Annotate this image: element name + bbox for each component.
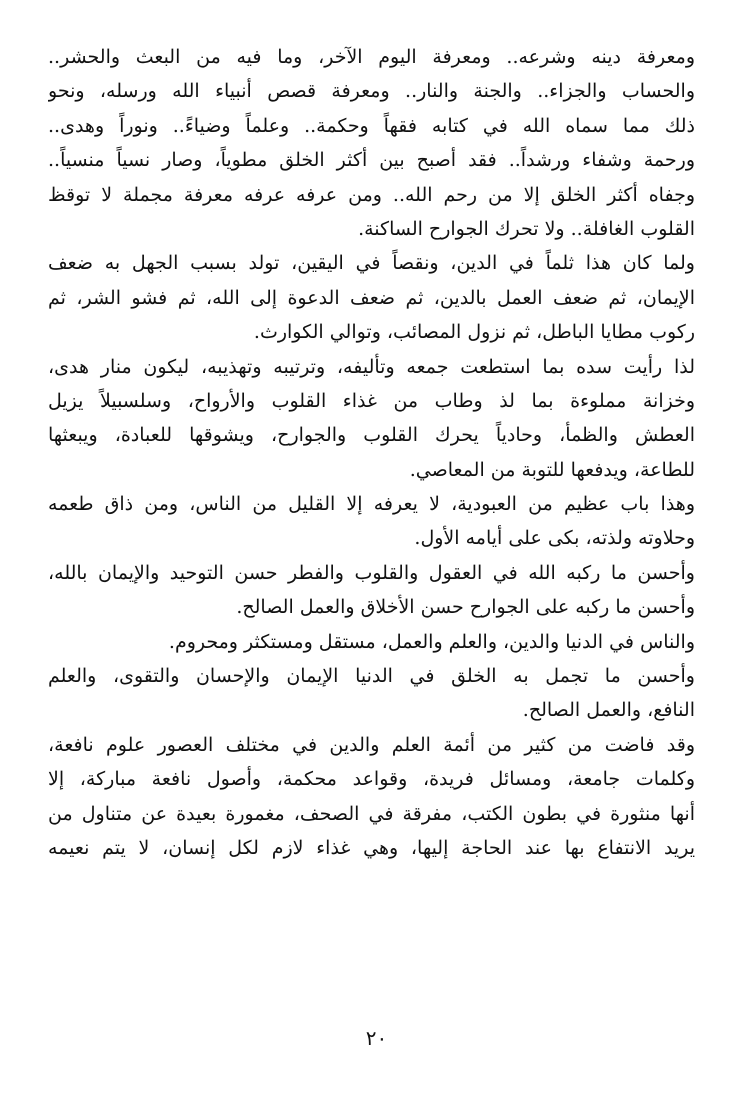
paragraph-8 [48, 728, 695, 866]
paragraph-2 [48, 246, 695, 349]
text-line: وأحسن ما ركبه الله في العقول والقلوب والفطر حسن التوحيد والإيمان بالله، [48, 561, 695, 584]
text-line: وهذا باب عظيم من العبودية، لا يعرفه إلا القليل من الناس، ومن ذاق طعمه [48, 493, 695, 516]
paragraph-5 [48, 556, 695, 625]
text-line: والناس في الدنيا والدين، والعلم والعمل، مستقل ومستكثر ومحروم. [168, 630, 695, 653]
text-line: ومعرفة دينه وشرعه.. ومعرفة اليوم الآخر، وما فيه من البعث والحشر.. [48, 46, 695, 68]
paragraph-6 [48, 625, 695, 659]
page-number: ٢٠ [365, 1026, 388, 1050]
text-line: وكلمات جامعة، ومسائل فريدة، وقواعد محكمة، وأصول نافعة مباركة، إلا [48, 768, 695, 791]
text-line: أنها منثورة في بطون الكتب، مفرقة في الصحف، مغمورة بعيدة عن متناول من [48, 802, 695, 825]
paragraph-1 [48, 40, 695, 246]
text-line: وأحسن ما ركبه على الجوارح حسن الأخلاق والعمل الصالح. [236, 596, 695, 619]
paragraph-3 [48, 350, 695, 488]
body-text [48, 40, 695, 865]
text-line: وجفاه أكثر الخلق إلا من رحم الله.. ومن عرفه عرفه معرفة مجملة لا توقظ [48, 183, 695, 206]
text-line: وحلاوته ولذته، بكى على أيامه الأول. [414, 527, 695, 550]
text-line: ذلك مما سماه الله في كتابه فقهاً وحكمة.. وعلماً وضياءً.. ونوراً وهدى.. [48, 114, 695, 137]
text-line: ولما كان هذا ثلماً في الدين، ونقصاً في اليقين، تولد بسبب الجهل به ضعف [48, 252, 695, 275]
text-line: وقد فاضت من كثير من أئمة العلم والدين في مختلف العصور علوم نافعة، [48, 733, 695, 756]
text-line: يريد الانتفاع بها عند الحاجة إليها، وهي غذاء لازم لكل إنسان، لا يتم نعيمه [48, 836, 695, 859]
paragraph-7 [48, 659, 695, 728]
text-line: للطاعة، ويدفعها للتوبة من المعاصي. [409, 458, 695, 481]
text-line: ورحمة وشفاء ورشداً.. فقد أصبح بين أكثر الخلق مطوياً، وصار نسياً منسياً.. [48, 149, 695, 172]
text-line: لذا رأيت سده بما استطعت جمعه وتأليفه، وترتيبه وتهذيبه، ليكون منار هدى، [48, 355, 695, 378]
text-line: العطش والظمأ، وحادياً يحرك القلوب والجوارح، ويشوقها للعبادة، ويبعثها [48, 424, 695, 447]
text-line: النافع، والعمل الصالح. [522, 699, 695, 722]
text-line: القلوب الغافلة.. ولا تحرك الجوارح الساكنة. [358, 217, 695, 240]
text-line: وأحسن ما تجمل به الخلق في الدنيا الإيمان والإحسان والتقوى، والعلم [48, 665, 695, 688]
text-line: والحساب والجزاء.. والجنة والنار.. ومعرفة قصص أنبياء الله ورسله، ونحو [48, 80, 695, 103]
text-line: الإيمان، ثم ضعف العمل بالدين، ثم ضعف الدعوة إلى الله، ثم فشو الشر، ثم [48, 286, 695, 309]
paragraph-4 [48, 487, 695, 556]
text-line: ركوب مطايا الباطل، ثم نزول المصائب، وتوالي الكوارث. [253, 321, 695, 344]
text-line: وخزانة مملوءة بما لذ وطاب من غذاء القلوب والأرواح، وسلسبيلاً يزيل [48, 389, 695, 412]
